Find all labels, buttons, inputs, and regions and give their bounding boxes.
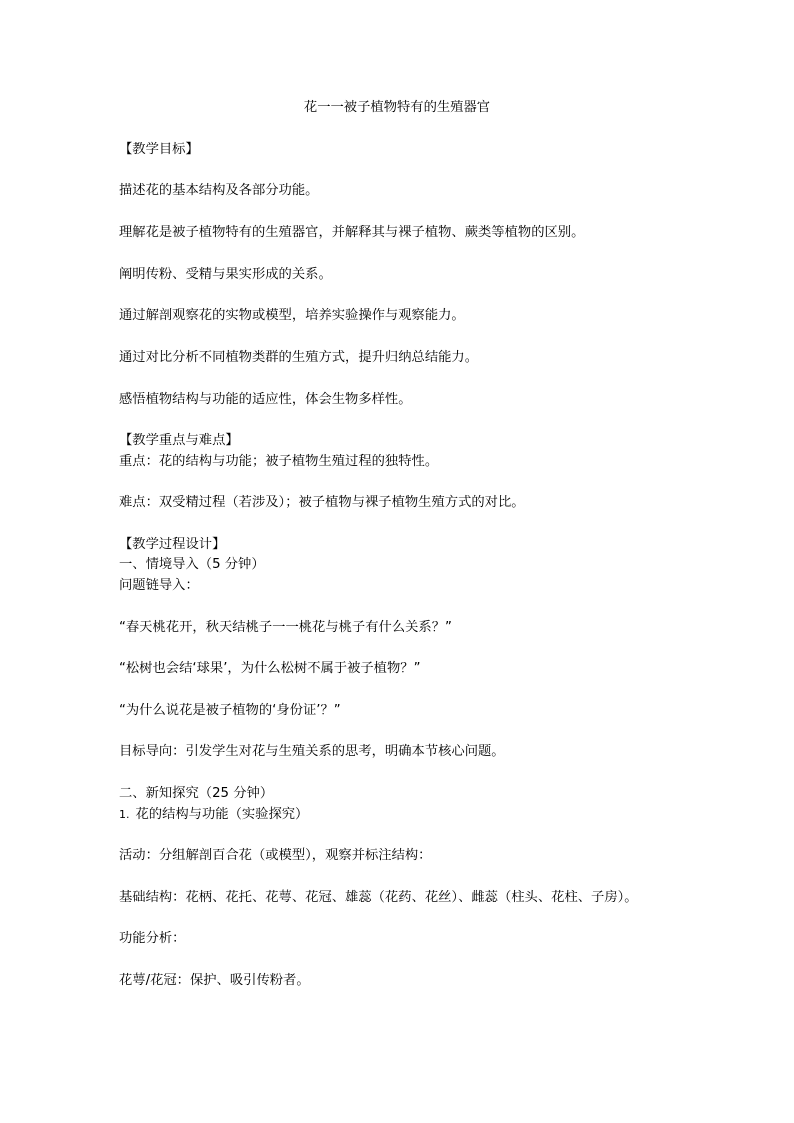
- part2-title: 二、新知探究（25 分钟）: [119, 786, 274, 801]
- objective-item: 阐明传粉、受精与果实形成的关系。: [119, 267, 332, 282]
- key-points-heading: 【教学重点与难点】: [119, 433, 239, 448]
- objective-item: 描述花的基本结构及各部分功能。: [119, 183, 319, 198]
- objectives-heading: 【教学目标】: [119, 142, 199, 157]
- difficulty-text: 难点：双受精过程（若涉及）；被子植物与裸子植物生殖方式的对比。: [119, 495, 525, 510]
- part1-intro: 问题链导入：: [119, 578, 199, 593]
- objective-item: 通过解剖观察花的实物或模型，培养实验操作与观察能力。: [119, 308, 465, 323]
- subsection-title: 花的结构与功能（实验探究）: [135, 807, 309, 822]
- activity-text: 活动：分组解剖百合花（或模型），观察并标注结构：: [119, 848, 432, 863]
- part1-title: 一、情境导入（5 分钟）: [119, 557, 265, 572]
- document-title: 花一一被子植物特有的生殖器官: [303, 100, 491, 115]
- question-item: “松树也会结‘球果’，为什么松树不属于被子植物？”: [119, 661, 421, 676]
- objective-item: 理解花是被子植物特有的生殖器官，并解释其与裸子植物、蕨类等植物的区别。: [119, 225, 585, 240]
- process-heading: 【教学过程设计】: [119, 537, 226, 552]
- analysis-text: 功能分析：: [119, 931, 186, 946]
- subsection-1-heading: [119, 805, 308, 825]
- subsection-number: 1.: [119, 808, 130, 821]
- question-item: “为什么说花是被子植物的‘身份证’？”: [119, 703, 341, 718]
- sepal-function-text: 花萼/花冠：保护、吸引传粉者。: [119, 973, 310, 988]
- focus-text: 重点：花的结构与功能；被子植物生殖过程的独特性。: [119, 454, 439, 469]
- structure-text: 基础结构：花柄、花托、花萼、花冠、雄蕊（花药、花丝）、雌蕊（柱头、花柱、子房）。: [119, 890, 638, 905]
- objective-item: 通过对比分析不同植物类群的生殖方式，提升归纳总结能力。: [119, 350, 479, 365]
- question-item: “春天桃花开，秋天结桃子一一桃花与桃子有什么关系？”: [119, 620, 452, 635]
- part1-goal: 目标导向：引发学生对花与生殖关系的思考，明确本节核心问题。: [119, 744, 505, 759]
- objective-item: 感悟植物结构与功能的适应性，体会生物多样性。: [119, 392, 412, 407]
